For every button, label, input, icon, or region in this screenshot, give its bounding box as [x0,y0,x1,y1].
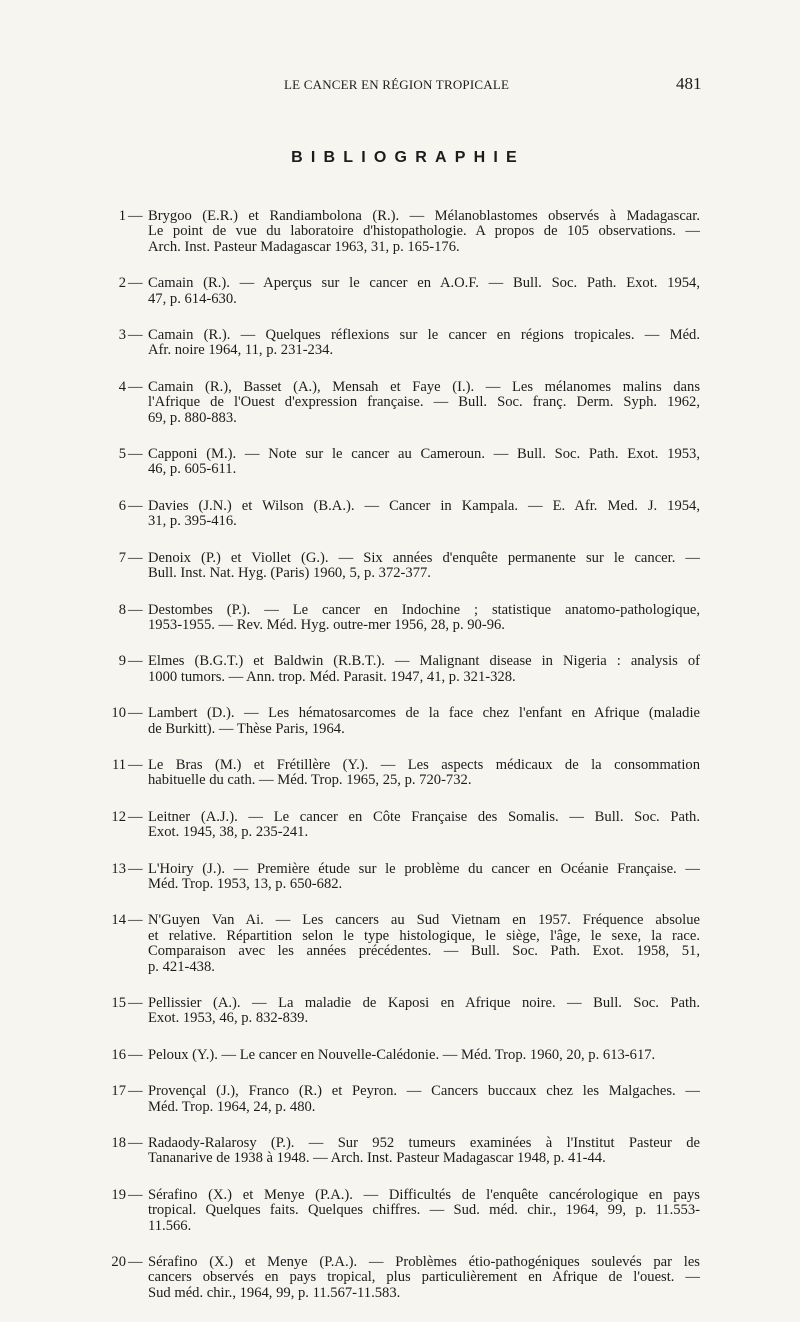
entry-line: 1000 tumors. — Ann. trop. Méd. Parasit. 1947, 41, p. 321-328. [148,668,516,685]
bibliography-entry [98,1048,700,1063]
entry-number: 17 [111,1083,126,1100]
bibliography-entry [98,276,700,307]
entry-text [148,862,700,893]
entry-dash: — [128,601,143,618]
entry-line: Peloux (Y.). — Le cancer en Nouvelle-Calédonie. — Méd. Trop. 1960, 20, p. 613-617. [148,1046,656,1063]
entry-line: Camain (R.). — Quelques réflexions sur le cancer en régions tropicales. — Méd. [148,327,700,344]
entry-number: 1 [118,208,126,224]
bibliography-entry [98,499,700,530]
entry-number: 3 [118,327,126,344]
entry-dash: — [128,995,143,1011]
entry-text [148,706,700,737]
entry-line: 1953-1955. — Rev. Méd. Hyg. outre-mer 1956, 28, p. 90-96. [148,616,505,633]
entry-dash: — [128,808,143,825]
bibliography-entry [98,1136,700,1167]
entry-line: p. 421-438. [148,958,215,975]
entry-text [148,1084,700,1115]
entry-line: Camain (R.). — Aperçus sur le cancer en A.O.F. — Bull. Soc. Path. Exot. 1954, [148,275,700,292]
bibliography-entry [98,913,700,975]
entry-dash: — [128,1254,143,1271]
entry-line: 31, p. 395-416. [148,513,237,530]
entry-number: 7 [118,549,126,566]
entry-number: 19 [111,1186,126,1203]
bibliography-entry [98,654,700,685]
running-title: LE CANCER EN RÉGION TROPICALE [284,77,510,92]
entry-line: 69, p. 880-883. [148,409,237,426]
bibliography-entry [98,1255,700,1301]
entry-number: 9 [118,653,126,670]
entry-text [148,380,700,426]
entry-line: Pellissier (A.). — La maladie de Kaposi en Afrique noire. — Bull. Soc. Path. [148,995,700,1011]
entry-dash: — [128,756,143,773]
entry-text [148,447,700,478]
bibliography-entry [98,1084,700,1115]
entry-text [148,810,700,841]
entry-dash: — [128,912,143,929]
entry-number: 13 [111,860,126,877]
entry-text [148,209,700,255]
bibliography-entry [98,447,700,478]
entry-dash: — [128,1046,143,1063]
entry-line: Leitner (A.J.). — Le cancer en Côte Française des Somalis. — Bull. Soc. Path. [148,808,700,825]
entry-number: 10 [111,705,126,722]
entry-dash: — [128,275,143,292]
entry-line: Sérafino (X.) et Menye (P.A.). — Difficultés de l'enquête cancérologique en pays [148,1186,700,1203]
bibliography-entry [98,810,700,841]
entry-dash: — [128,1186,143,1203]
entry-line: Capponi (M.). — Note sur le cancer au Cameroun. — Bull. Soc. Path. Exot. 1953, [148,446,700,463]
entry-text [148,654,700,685]
entry-text [148,913,700,975]
entry-dash: — [128,1083,143,1100]
entry-line: et relative. Répartition selon le type histologique, le siège, l'âge, le sexe, la race. [148,927,700,944]
entry-line: 46, p. 605-611. [148,461,237,478]
entry-text [148,1048,700,1063]
entry-line: Tananarive de 1938 à 1948. — Arch. Inst. Pasteur Madagascar 1948, p. 41-44. [148,1150,606,1167]
entry-line: Arch. Inst. Pasteur Madagascar 1963, 31, p. 165-176. [148,238,460,255]
entry-text [148,276,700,307]
page-number: 481 [676,74,702,93]
entry-line: Bull. Inst. Nat. Hyg. (Paris) 1960, 5, p. 372-377. [148,565,431,582]
entry-line: Exot. 1945, 38, p. 235-241. [148,824,309,841]
entry-number: 6 [118,497,126,514]
entry-line: Elmes (B.G.T.) et Baldwin (R.B.T.). — Malignant disease in Nigeria : analysis of [148,653,700,670]
entry-text [148,499,700,530]
page-header [0,74,800,98]
entry-line: Sérafino (X.) et Menye (P.A.). — Problèmes étio-pathogéniques soulevés par les [148,1254,700,1271]
entry-line: Denoix (P.) et Viollet (G.). — Six années d'enquête permanente sur le cancer. — [148,549,700,566]
entry-line: L'Hoiry (J.). — Première étude sur le problème du cancer en Océanie Française. — [148,860,700,877]
bibliography-entry [98,862,700,893]
bibliography-entry [98,758,700,789]
entry-dash: — [128,653,143,670]
entry-line: l'Afrique de l'Ouest d'expression française. — Bull. Soc. franç. Derm. Syph. 1962, [148,394,700,411]
entry-dash: — [128,446,143,463]
entry-line: N'Guyen Van Ai. — Les cancers au Sud Vietnam en 1957. Fréquence absolue [148,912,700,929]
bibliography-entry [98,603,700,634]
entry-dash: — [128,860,143,877]
entry-text [148,758,700,789]
entry-line: 47, p. 614-630. [148,290,237,307]
entry-line: Brygoo (E.R.) et Randiambolona (R.). — Mélanoblastomes observés à Madagascar. [148,208,700,224]
entry-text [148,551,700,582]
entry-line: Sud méd. chir., 1964, 99, p. 11.567-11.583. [148,1284,401,1301]
entry-line: Afr. noire 1964, 11, p. 231-234. [148,342,334,359]
entry-number: 4 [118,378,126,395]
entry-line: Comparaison avec les années précédentes. — Bull. Soc. Path. Exot. 1958, 51, [148,943,700,960]
entry-line: Camain (R.), Basset (A.), Mensah et Faye (I.). — Les mélanomes malins dans [148,378,700,395]
entry-number: 15 [111,995,126,1011]
entry-dash: — [128,208,143,224]
entry-number: 8 [118,601,126,618]
entry-text [148,603,700,634]
entry-number: 18 [111,1135,126,1152]
entry-dash: — [128,378,143,395]
entry-text [148,328,700,359]
bibliography-entry [98,996,700,1027]
bibliography-entry [98,328,700,359]
section-title: BIBLIOGRAPHIE [291,149,525,166]
entry-line: cancers observés en pays tropical, plus particulièrement en Afrique de l'ouest. — [148,1269,700,1286]
entry-line: Destombes (P.). — Le cancer en Indochine ; statistique anatomo-pathologique, [148,601,700,618]
entry-text [148,996,700,1027]
entry-line: Exot. 1953, 46, p. 832-839. [148,1010,309,1027]
entry-number: 16 [111,1046,126,1063]
entry-number: 12 [111,808,126,825]
entry-line: Provençal (J.), Franco (R.) et Peyron. — Cancers buccaux chez les Malgaches. — [148,1083,700,1100]
entry-text [148,1136,700,1167]
bibliography-entry [98,1188,700,1234]
entry-dash: — [128,327,143,344]
entry-dash: — [128,1135,143,1152]
entry-line: habituelle du cath. — Méd. Trop. 1965, 25, p. 720-732. [148,772,472,789]
entry-number: 20 [111,1254,126,1271]
entry-line: Radaody-Ralarosy (P.). — Sur 952 tumeurs examinées à l'Institut Pasteur de [148,1135,700,1152]
entry-dash: — [128,705,143,722]
bibliography-entry [98,209,700,255]
entry-line: Le Bras (M.) et Frétillère (Y.). — Les aspects médicaux de la consommation [148,756,700,773]
entry-number: 14 [111,912,126,929]
entry-number: 5 [118,446,126,463]
entry-line: Méd. Trop. 1953, 13, p. 650-682. [148,875,343,892]
entry-line: Le point de vue du laboratoire d'histopathologie. A propos de 105 observations. — [148,223,700,240]
entry-number: 11 [111,756,126,773]
bibliography-entry [98,380,700,426]
entry-line: 11.566. [148,1217,192,1234]
entry-number: 2 [118,275,126,292]
bibliography-list [98,209,700,1322]
entry-line: tropical. Quelques faits. Quelques chiffres. — Sud. méd. chir., 1964, 99, p. 11.553- [148,1202,700,1219]
entry-text [148,1188,700,1234]
entry-text [148,1255,700,1301]
entry-dash: — [128,497,143,514]
entry-line: Lambert (D.). — Les hématosarcomes de la face chez l'enfant en Afrique (maladie [148,705,700,722]
entry-line: Davies (J.N.) et Wilson (B.A.). — Cancer in Kampala. — E. Afr. Med. J. 1954, [148,497,700,514]
bibliography-entry [98,551,700,582]
entry-line: Méd. Trop. 1964, 24, p. 480. [148,1098,316,1115]
entry-dash: — [128,549,143,566]
entry-line: de Burkitt). — Thèse Paris, 1964. [148,720,345,737]
bibliography-entry [98,706,700,737]
